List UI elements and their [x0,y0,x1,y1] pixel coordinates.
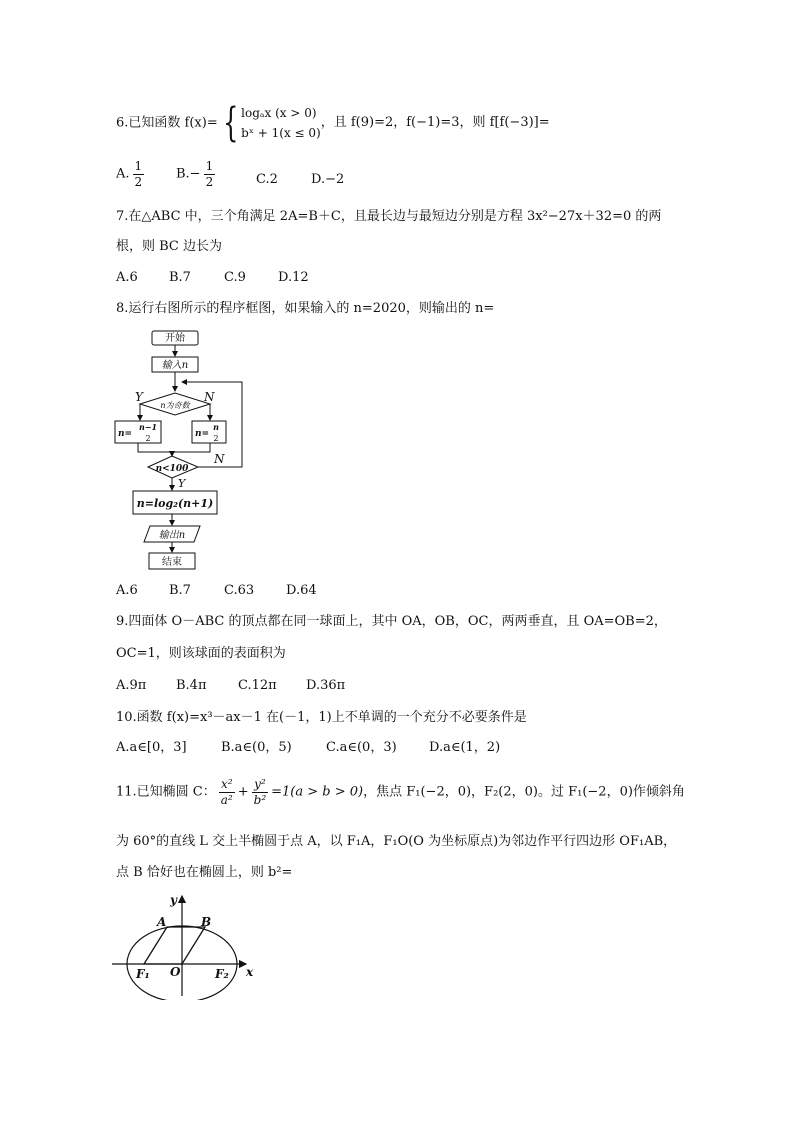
q6-optB: B.− $\frac{1}{2}$ [176,159,214,189]
q6-case2: bˣ + 1(x ≤ 0) [241,126,321,140]
q10-optA: A.a∈[0，3] [116,740,187,755]
q7-line1: 7.在△ABC 中，三个角满足 2A=B＋C，且最长边与最短边分别是方程 3x²−27x＋32=0 的两 [116,209,662,224]
q7-optA: A.6 [116,270,138,285]
q10-optD: D.a∈(1，2) [429,740,501,755]
flow-assign-text: n=log₂(n+1) [136,497,214,510]
q6-brace: { [222,100,239,146]
ellipse-figure [108,890,268,1000]
q11-cond: =1(a > b > 0) [271,784,364,800]
flow-yes2: Y [178,477,186,490]
flow-odd-den: 2 [145,434,151,443]
flow-odd-num: n−1 [138,422,158,432]
flow-no2: N [214,452,225,466]
label-F2: F₂ [215,967,229,981]
label-y: y [170,893,177,907]
q7-optB: B.7 [169,270,191,285]
q9-optB: B.4π [176,678,207,693]
flow-even-lhs: n= [195,429,210,439]
flow-no1: N [204,390,215,404]
q8-line1: 8.运行右图所示的程序框图，如果输入的 n=2020，则输出的 n= [116,301,495,316]
q9-line2: OC=1，则该球面的表面积为 [116,646,286,661]
q6-optD: D.−2 [311,172,345,187]
q7-optD: D.12 [278,270,309,285]
label-A: A [157,915,167,929]
q8-optD: D.64 [286,583,317,598]
label-x: x [246,965,254,979]
q10-line1: 10.函数 f(x)=x³－ax－1 在(－1，1)上不单调的一个充分不必要条件是 [116,710,527,725]
parallelogram [144,927,205,964]
q7-optC: C.9 [224,270,246,285]
q8-optA: A.6 [116,583,138,598]
q11-frac-x: $\frac{\text{x²}}{\text{a²}}$ [220,777,233,807]
q8-optC: C.63 [224,583,255,598]
flow-output-text: 输出n [158,530,186,541]
flow-cond2-text: n<100 [155,464,189,474]
label-F1: F₁ [136,967,150,981]
flowchart [110,328,260,578]
q10-options [116,739,536,757]
q8-optB: B.7 [169,583,191,598]
q11-plus: + [237,784,249,800]
label-B: B [201,915,212,929]
label-O: O [170,965,181,979]
q11-suffix: ，焦点 F₁(−2，0)，F₂(2，0)。过 F₁(−2，0)作倾斜角 [363,784,685,800]
q6-optA: A. $\frac{1}{2}$ [116,159,143,189]
flow-even-den: 2 [213,434,219,443]
q6-optB-frac: $\frac{1}{2}$ [205,159,214,189]
flow-input-text: 输入n [161,360,189,371]
q11-frac-y: $\frac{\text{y²}}{\text{b²}}$ [253,777,267,807]
q6-suffix: ，且 f(9)=2，f(−1)=3，则 f[f(−3)]= [320,115,550,130]
q6-piecewise [241,103,321,143]
q8-options [116,582,416,600]
flow-cond1-text: n为奇数 [160,401,190,410]
q7-line2: 根，则 BC 边长为 [116,239,223,254]
q11-line2: 为 60°的直线 L 交上半椭圆于点 A，以 F₁A，F₁O(O 为坐标原点)为邻边作平行四边形 OF₁AB， [116,834,677,849]
q9-options [116,677,416,695]
q6-optA-frac: $\frac{1}{2}$ [134,159,143,189]
q11-line3: 点 B 恰好也在椭圆上，则 b²= [116,865,293,880]
q11-prefix: 11.已知椭圆 C： [116,784,216,800]
q9-optA: A.9π [116,678,147,693]
q10-optC: C.a∈(0，3) [326,740,397,755]
q6-case1: logₐx (x > 0) [241,106,317,120]
q6-stem [116,100,550,146]
q11-line1 [116,777,685,808]
q6-prefix: 6.已知函数 f(x)= [116,115,218,131]
q10-optB: B.a∈(0，5) [221,740,292,755]
flow-even-num: n [213,422,219,432]
flow-odd-lhs: n= [118,429,133,439]
q9-optC: C.12π [238,678,277,693]
flow-start-text: 开始 [165,333,185,344]
q6-optC: C.2 [256,172,278,187]
flow-end-text: 结束 [162,557,182,568]
q7-options [116,269,416,287]
q9-optD: D.36π [306,678,346,693]
flow-yes1: Y [135,390,143,404]
q9-line1: 9.四面体 O－ABC 的顶点都在同一球面上，其中 OA，OB，OC，两两垂直，且 OA=OB=2， [116,614,667,629]
